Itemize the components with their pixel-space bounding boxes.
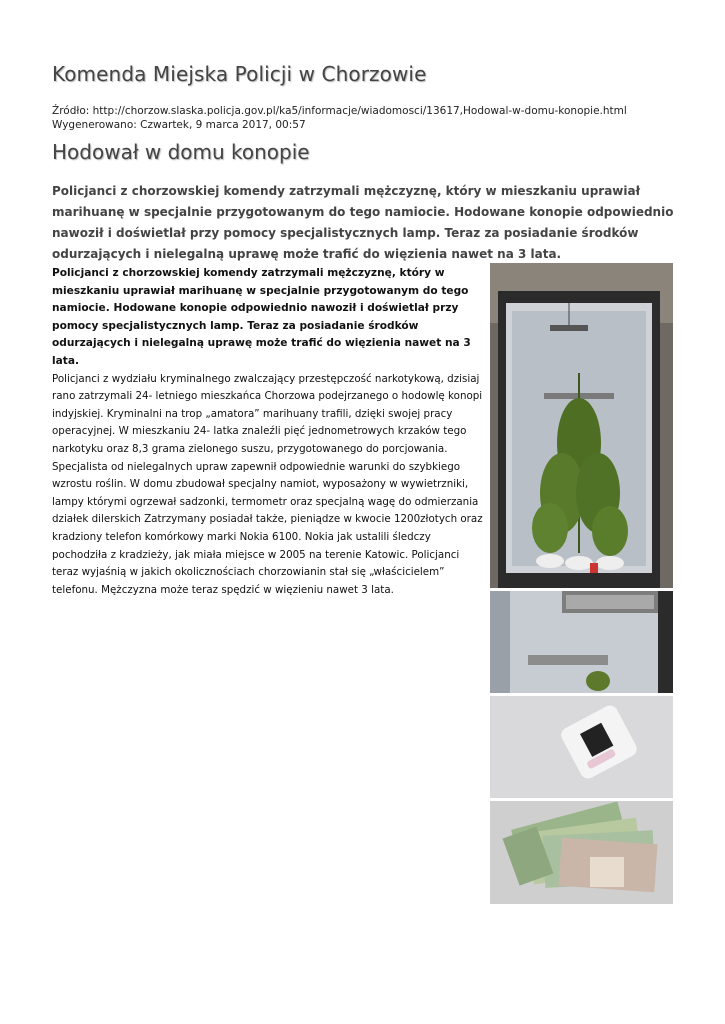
source-line: Źródło: http://chorzow.slaska.policja.gov.pl/ka5/informacje/wiadomosci/13617,Hodowal-w-domu-konopie.html	[52, 105, 627, 117]
photo-column	[490, 263, 673, 907]
article-lead: Policjanci z chorzowskiej komendy zatrzymali mężczyznę, który w mieszkaniu uprawiał marihuanę w specjalnie przygotowanym do tego namiocie. Hodowane konopie odpowiednio nawoził i doświetlał przy pomocy specjalistycznych lamp. Teraz za posiadanie środków odurzających i nielegalną uprawę może trafić do więzienia nawet na 3 lata.	[52, 184, 674, 261]
generated-line: Wygenerowano: Czwartek, 9 marca 2017, 00:57	[52, 119, 306, 131]
article-bold-intro: Policjanci z chorzowskiej komendy zatrzymali mężczyznę, który w mieszkaniu uprawiał marihuanę w specjalnie przygotowanym do tego namiocie. Hodowane konopie odpowiednio nawoził i doświetlał przy pomocy specjalistycznych lamp. Teraz za posiadanie środków odurzających i nielegalną uprawę może trafić do więzienia nawet na 3 lata.	[52, 267, 471, 367]
banknotes-photo	[490, 801, 673, 904]
grow-lamp-photo	[490, 591, 673, 693]
document-meta	[52, 104, 627, 132]
grow-tent-photo	[490, 263, 673, 588]
article-body	[52, 265, 486, 599]
scale-photo	[490, 696, 673, 798]
article-title: Hodował w domu konopie	[52, 140, 310, 164]
article-paragraph: Policjanci z wydziału kryminalnego zwalczający przestępczość narkotykową, dzisiaj rano zatrzymali 24- letniego mieszkańca Chorzowa podejrzanego o hodowlę konopi indyjskiej. Kryminalni na trop „amatora” marihuany trafili, dzięki swojej pracy operacyjnej. W mieszkaniu 24- latka znaleźli pięć jednometrowych krzaków tego narkotyku oraz 8,3 grama zielonego suszu, przygotowanego do porcjowania. Specjalista od nielegalnych upraw zapewnił odpowiednie warunki do szybkiego wzrostu roślin. W domu zbudował specjalny namiot, wyposażony w wywietrzniki, lampy którymi ogrzewał sadzonki, termometr oraz specjalną wagę do odmierzania działek dilerskich Zatrzymany posiadał także, pieniądze w kwocie 1200złotych oraz kradziony telefon komórkowy marki Nokia 6100. Nokia jak ustalili śledczy pochodziła z kradzieży, jak miała miejsce w 2005 na terenie Katowic. Policjanci teraz wyjaśnią w jakich okolicznościach chorzowianin stał się „właścicielem” telefonu. Mężczyzna może teraz spędzić w więzieniu nawet 3 lata.	[52, 372, 483, 596]
site-title: Komenda Miejska Policji w Chorzowie	[52, 62, 427, 86]
